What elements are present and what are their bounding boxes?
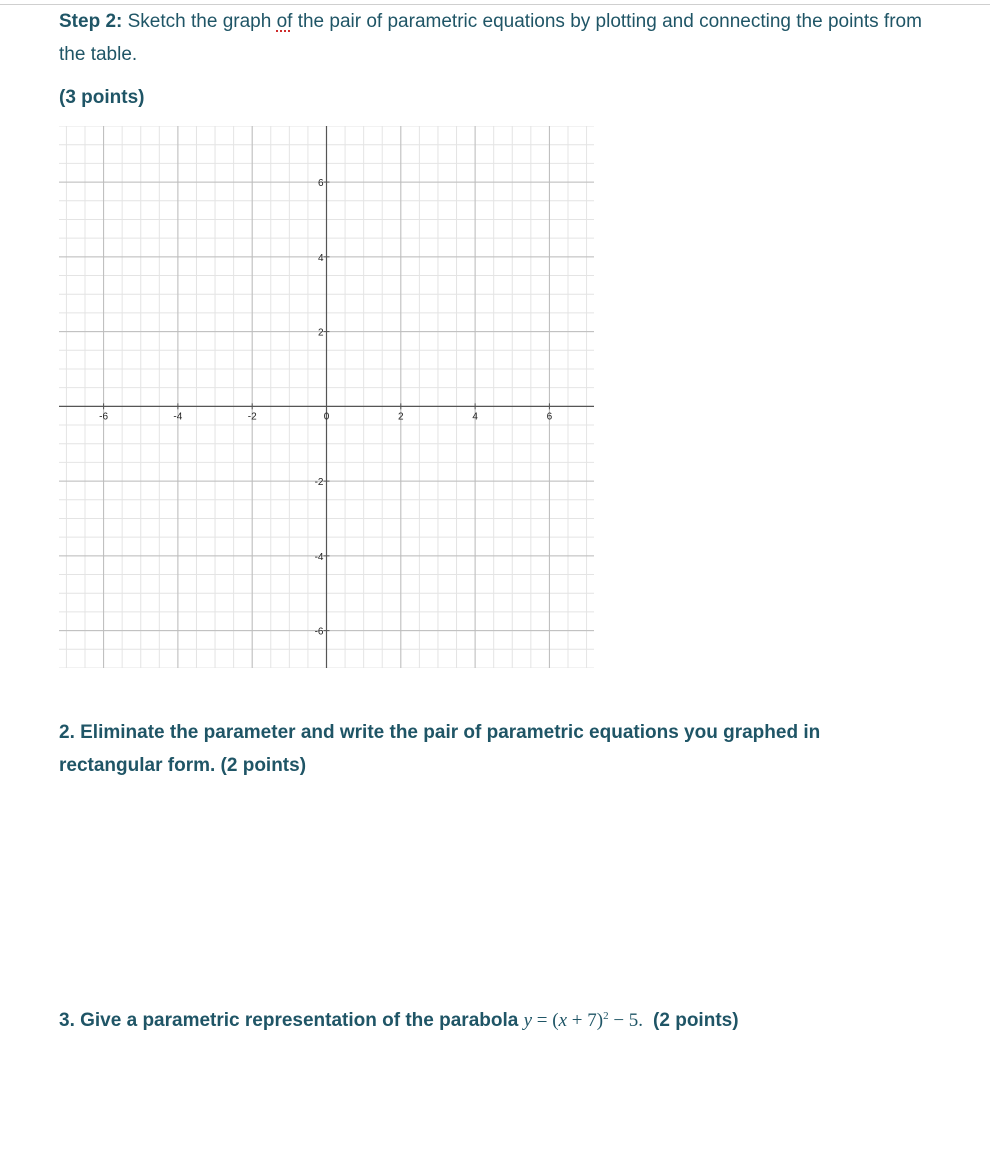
x-tick-label: 6 — [546, 411, 553, 423]
question-2: 2. Eliminate the parameter and write the pair of parametric equations you graphed in rectangular form. (2 points) — [59, 722, 821, 776]
graph-paper — [59, 126, 594, 668]
parabola-equation — [524, 1010, 643, 1031]
y-tick-label: -4 — [314, 551, 324, 563]
y-tick-label: -6 — [314, 626, 324, 638]
x-tick-label: 4 — [472, 411, 478, 423]
x-tick-label: -4 — [173, 411, 183, 423]
step2-instruction — [59, 5, 939, 71]
math-eq: = ( — [532, 1010, 559, 1031]
y-tick-label: 2 — [317, 327, 324, 339]
x-tick-label: -2 — [247, 411, 257, 423]
x-tick-label: 2 — [398, 411, 404, 423]
math-x: x — [558, 1010, 568, 1031]
x-tick-label: 0 — [323, 411, 330, 423]
y-tick-label: 6 — [317, 178, 324, 190]
step2-flagged-word: of — [276, 11, 293, 32]
x-tick-label: -6 — [99, 411, 109, 423]
question-3-text: 3. Give a parametric representation of the parabola — [59, 1010, 524, 1031]
tick-labels — [99, 178, 553, 638]
math-exponent: 2 — [603, 1010, 609, 1022]
math-y: y — [523, 1010, 533, 1031]
y-tick-label: 4 — [317, 252, 324, 264]
axes — [59, 126, 594, 668]
step2-points: (3 points) — [59, 87, 145, 108]
question-3 — [59, 1004, 959, 1037]
step2-text-after: the pair of parametric equations by plotting and connecting the points from the table. — [59, 11, 922, 65]
math-tail: − 5. — [608, 1010, 644, 1031]
math-mid: + 7) — [567, 1010, 604, 1031]
y-tick-label: -2 — [314, 477, 324, 489]
question-3-points: (2 points) — [653, 1010, 739, 1031]
step2-label: Step 2: — [59, 11, 123, 32]
step2-text-before: Sketch the graph — [122, 11, 277, 32]
